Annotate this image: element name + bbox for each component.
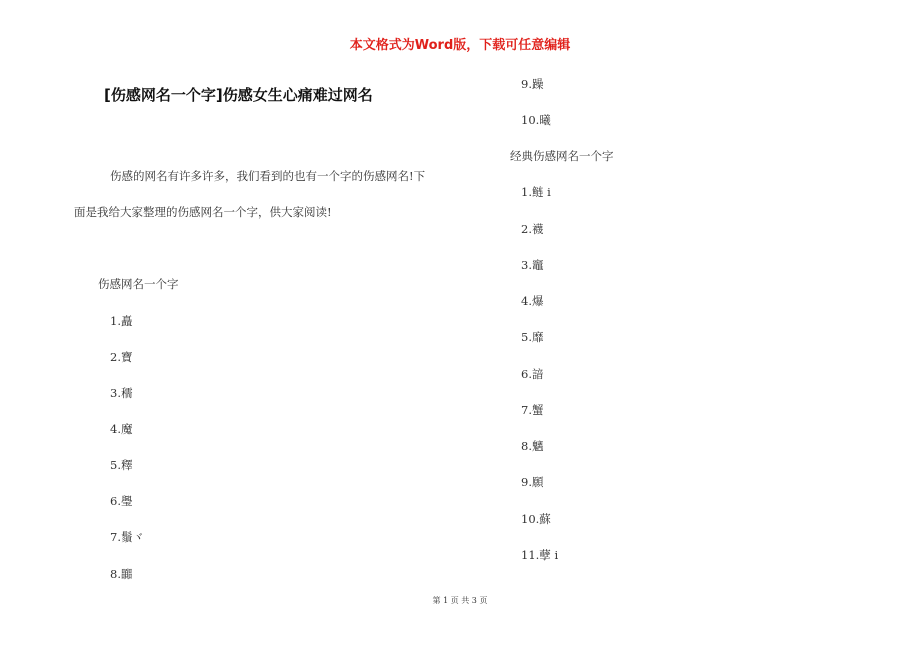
list-item: 11.孽 i xyxy=(521,548,559,562)
intro-line-2: 面是我给大家整理的伤感网名一个字，供大家阅读! xyxy=(74,205,332,219)
list-item: 9.願 xyxy=(521,475,544,489)
list-item: 10.蘇 xyxy=(521,512,551,526)
list-item: 5.釋 xyxy=(110,458,133,472)
list-item: 7.蟹 xyxy=(521,403,544,417)
list-item: 5.靡 xyxy=(521,330,544,344)
section-heading-single-char-names: 伤感网名一个字 xyxy=(98,277,179,291)
list-item: 6.諳 xyxy=(521,367,544,381)
intro-line-1: 伤感的网名有许多许多，我们看到的也有一个字的伤感网名!下 xyxy=(110,169,426,183)
list-item: 6.璺 xyxy=(110,494,133,508)
list-item: 8.嚻 xyxy=(110,567,133,581)
list-item: 3.穤 xyxy=(110,386,133,400)
list-item: 2.寶 xyxy=(110,350,133,364)
list-item: 1.鲢 i xyxy=(521,185,551,199)
list-item: 3.竈 xyxy=(521,258,544,272)
list-item: 10.曦 xyxy=(521,113,551,127)
list-item: 4.爆 xyxy=(521,294,544,308)
page-footer: 第 1 页 共 3 页 xyxy=(432,596,488,605)
list-item: 7.鬚ヾ xyxy=(110,530,144,544)
list-item: 4.魔 xyxy=(110,422,133,436)
list-item: 1.矗 xyxy=(110,314,133,328)
list-item: 8.魑 xyxy=(521,439,544,453)
document-title: [伤感网名一个字]伤感女生心痛难过网名 xyxy=(104,86,373,104)
list-item: 2.襪 xyxy=(521,222,544,236)
format-banner: 本文格式为Word版，下载可任意编辑 xyxy=(349,38,571,53)
section-heading-classic-names: 经典伤感网名一个字 xyxy=(510,149,614,163)
list-item: 9.躁 xyxy=(521,77,544,91)
